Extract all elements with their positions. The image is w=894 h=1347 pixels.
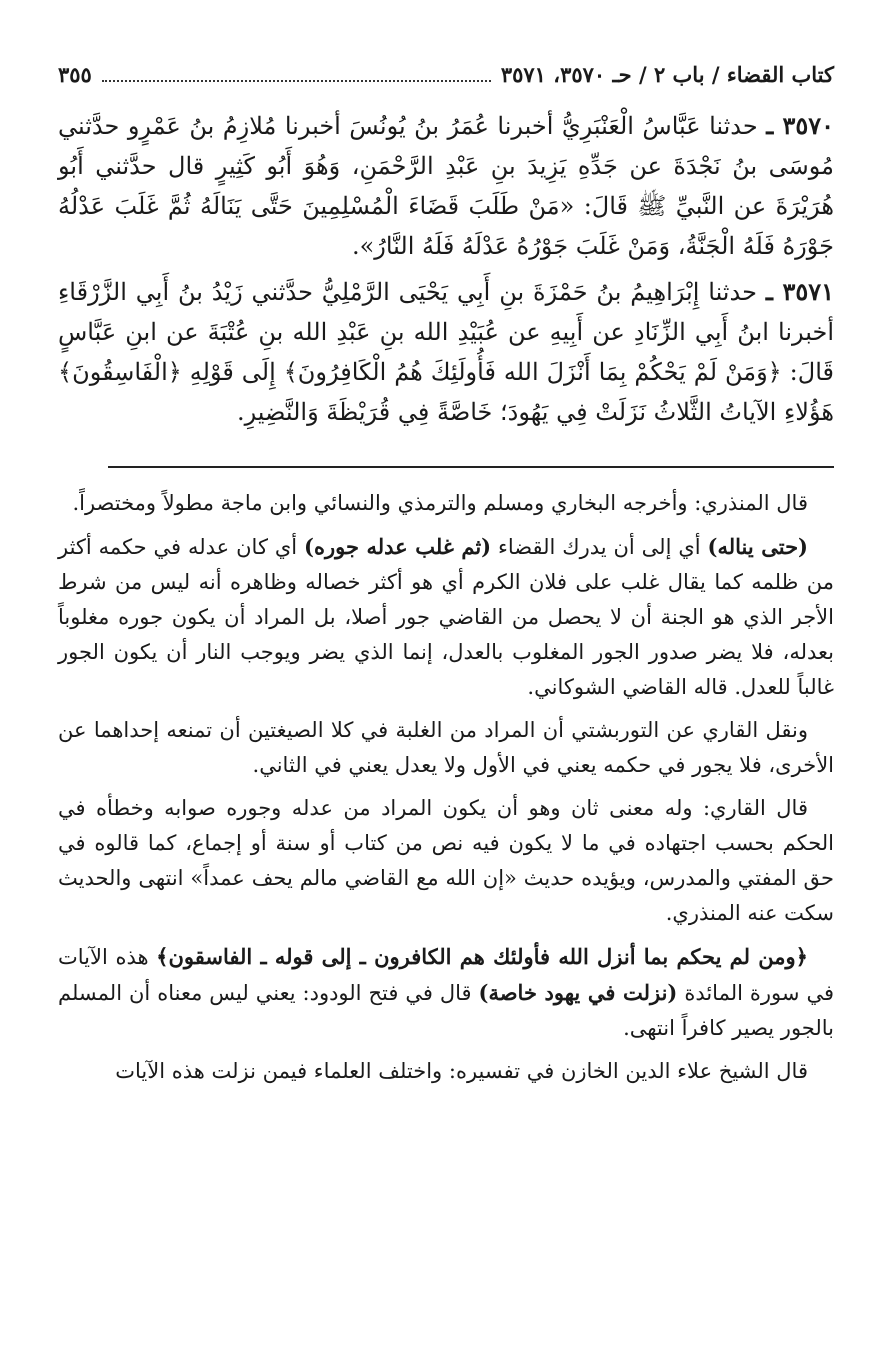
commentary-paragraph [58,939,834,1046]
commentary-paragraph: قال الشيخ علاء الدين الخازن في تفسيره: واختلف العلماء فيمن نزلت هذه الآيات [115,1059,808,1083]
header-title: كتاب القضاء / باب ٢ / حـ ٣٥٧٠، ٣٥٧١ [500,62,834,87]
header-leader-dots [102,80,491,82]
commentary-text: أي إلى أن يدرك القضاء [491,535,708,559]
footnote-divider [108,466,834,468]
hadith-text: حدثنا إِبْرَاهِيمُ بنُ حَمْزَةَ بنِ أَبِي يَحْيَى الرَّمْلِيُّ حدَّثني زَيْدُ بنُ أَبِي الزَّرْقَاءِ أخبرنا ابنُ أَبِي الزِّنَادِ عن أَبِيهِ عن عُبَيْدِ الله بنِ عَبْدِ الله بنِ عُتْبَةَ عن ابنِ عَبَّاسٍ قَالَ: ﴿وَمَنْ لَمْ يَحْكُمْ بِمَا أَنْزَلَ الله فَأُولَئِكَ هُمُ الْكَافِرُونَ﴾ إِلَى قَوْلِهِ ﴿الْفَاسِقُونَ﴾ هَؤُلاءِ الآياتُ الثَّلاثُ نَزَلَتْ فِي يَهُودَ؛ خَاصَّةً فِي قُرَيْظَةَ وَالنَّضِيرِ. [58,278,834,426]
commentary-quran-quote: ﴿ومن لم يحكم بما أنزل الله فأولئك هم الكافرون ـ إلى قوله ـ الفاسقون﴾ [156,944,808,969]
commentary-paragraph: ونقل القاري عن التوربشتي أن المراد من الغلبة في كلا الصيغتين أن تمنعه إحداهما عن الأخرى، فلا يجور في حكمه يعني في الأول ولا يعدل يعني في الثاني. [58,718,834,777]
commentary-text: أي كان عدله في حكمه أكثر من ظلمه كما يقال غلب على فلان الكرم أي هو أكثر خصاله وظاهره أنه ليس من شرط الأجر الذي هو الجنة أن لا يحصل من القاضي جور أصلا، بل المراد أن يكون جوره مغلوباً بعدله، فلا يضر صدور الجور المغلوب بالعدل، إنما الذي يضر ويوجب النار أن يكون الجور غالباً للعدل. قاله القاضي الشوكاني. [58,535,834,699]
hadith-3570 [58,106,834,266]
commentary-keyword: (حتى يناله) [707,534,808,559]
commentary-paragraph [58,529,834,705]
hadith-text: حدثنا عَبَّاسُ الْعَنْبَرِيُّ أخبرنا عُمَرُ بنُ يُونُسَ أخبرنا مُلازِمُ بنُ عَمْرٍو حدَّثني مُوسَى بنُ نَجْدَةَ عن جَدِّهِ يَزِيدَ بنِ عَبْدِ الرَّحْمَنِ، وَهُوَ أَبُو كَثِيرٍ قال حدَّثني أَبُو هُرَيْرَةَ عن النَّبيِّ ﷺ قَالَ: «مَنْ طَلَبَ قَضَاءَ الْمُسْلِمِينَ حَتَّى يَنَالَهُ ثُمَّ غَلَبَ عَدْلُهُ جَوْرَهُ فَلَهُ الْجَنَّةُ، وَمَنْ غَلَبَ جَوْرُهُ عَدْلَهُ فَلَهُ النَّارُ». [58,112,835,260]
hadith-number: ٣٥٧١ ـ [765,277,835,306]
commentary-paragraph: قال المنذري: وأخرجه البخاري ومسلم والترمذي والنسائي وابن ماجة مطولاً ومختصراً. [72,491,808,515]
commentary-text: هذه الآيات في سورة المائدة [58,945,834,1005]
page-number: ٣٥٥ [58,62,92,87]
commentary-keyword: (ثم غلب عدله جوره) [304,534,492,559]
commentary-paragraph: قال القاري: وله معنى ثان وهو أن يكون المراد من عدله وجوره صوابه وخطأه في الحكم بحسب اجتهاده في ما لا يكون فيه نص من كتاب أو سنة أو إجماع، كما قالوه في حق المفتي والمدرس، ويؤيده حديث «إن الله مع القاضي مالم يحف عمداً» انتهى والحديث سكت عنه المنذري. [58,796,834,925]
commentary-keyword: (نزلت في يهود خاصة) [478,980,678,1005]
hadith-number: ٣٥٧٠ ـ [766,111,834,140]
running-header [58,62,834,106]
commentary-text: قال في فتح الودود: يعني ليس معناه أن المسلم بالجور يصير كافراً انتهى. [58,981,834,1040]
hadith-3571 [58,272,834,432]
